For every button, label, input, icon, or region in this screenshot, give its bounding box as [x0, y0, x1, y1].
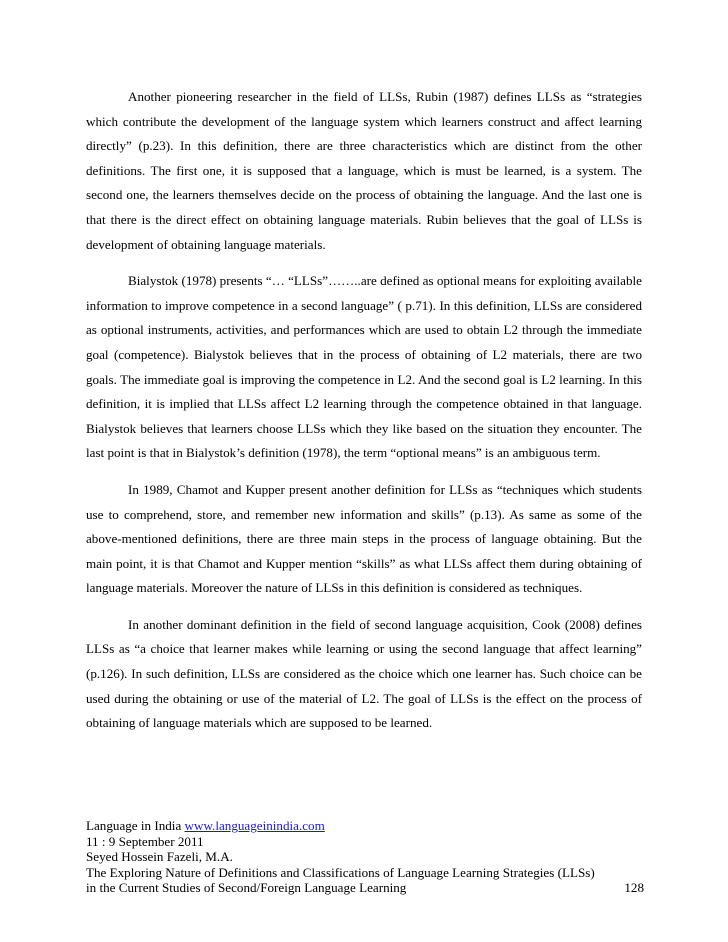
- footer-issue: 11 : 9 September 2011: [86, 833, 204, 849]
- page-footer: [86, 818, 644, 896]
- footer-title-line-1: The Exploring Nature of Definitions and Classifications of Language Learning Strategies (LLSs): [86, 864, 595, 880]
- footer-title-line-2: in the Current Studies of Second/Foreign Language Learning: [86, 880, 407, 896]
- page-number: 128: [624, 880, 644, 896]
- footer-journal: [86, 818, 644, 834]
- footer-author: Seyed Hossein Fazeli, M.A.: [86, 849, 233, 865]
- paragraph-chamot-kupper: In 1989, Chamot and Kupper present another definition for LLSs as “techniques which students use to comprehend, store, and remember new information and skills” (p.13). As same as some of the above-mentioned definitions, there are three main steps in the process of language obtaining. But the main point, it is that Chamot and Kupper mention “skills” as what LLSs affect them during obtaining of language materials. Moreover the nature of LLSs in this definition is considered as techniques.: [86, 481, 642, 596]
- paragraph-rubin: Another pioneering researcher in the field of LLSs, Rubin (1987) defines LLSs as “strategies which contribute the development of the language system which learners construct and affect learning directly” (p.23). In this definition, there are three characteristics which are distinct from the other definitions. The first one, it is supposed that a language, which is must be learned, is a system. The second one, the learners themselves decide on the process of obtaining the language. And the last one is that there is the direct effect on obtaining language materials. Rubin believes that the goal of LLSs is development of obtaining language materials.: [86, 89, 642, 252]
- paragraph-cook: In another dominant definition in the field of second language acquisition, Cook (2008) defines LLSs as “a choice that learner makes while learning or using the second language that affect learning” (p.126). In such definition, LLSs are considered as the choice which one learner has. Such choice can be used during the obtaining or use of the material of L2. The goal of LLSs is the effect on the process of obtaining of language materials which are supposed to be learned.: [86, 616, 642, 731]
- footer-journal-label: Language in India: [86, 818, 185, 833]
- footer-title-line-2-row: [86, 880, 644, 896]
- body-text: [86, 85, 642, 748]
- paragraph-bialystok: Bialystok (1978) presents “… “LLSs”……..are defined as optional means for exploiting available information to improve competence in a second language” ( p.71). In this definition, LLSs are considered as optional instruments, activities, and performances which are used to obtain L2 through the immediate goal (competence). Bialystok believes that in the process of obtaining of L2 materials, there are two goals. The immediate goal is improving the competence in L2. And the second goal is L2 learning. In this definition, it is implied that LLSs affect L2 learning through the competence obtained in that language. Bialystok believes that learners choose LLSs which they like based on the situation they encounter. The last point is that in Bialystok’s definition (1978), the term “optional means” is an ambiguous term.: [86, 273, 642, 461]
- journal-link[interactable]: www.languageinindia.com: [184, 818, 325, 833]
